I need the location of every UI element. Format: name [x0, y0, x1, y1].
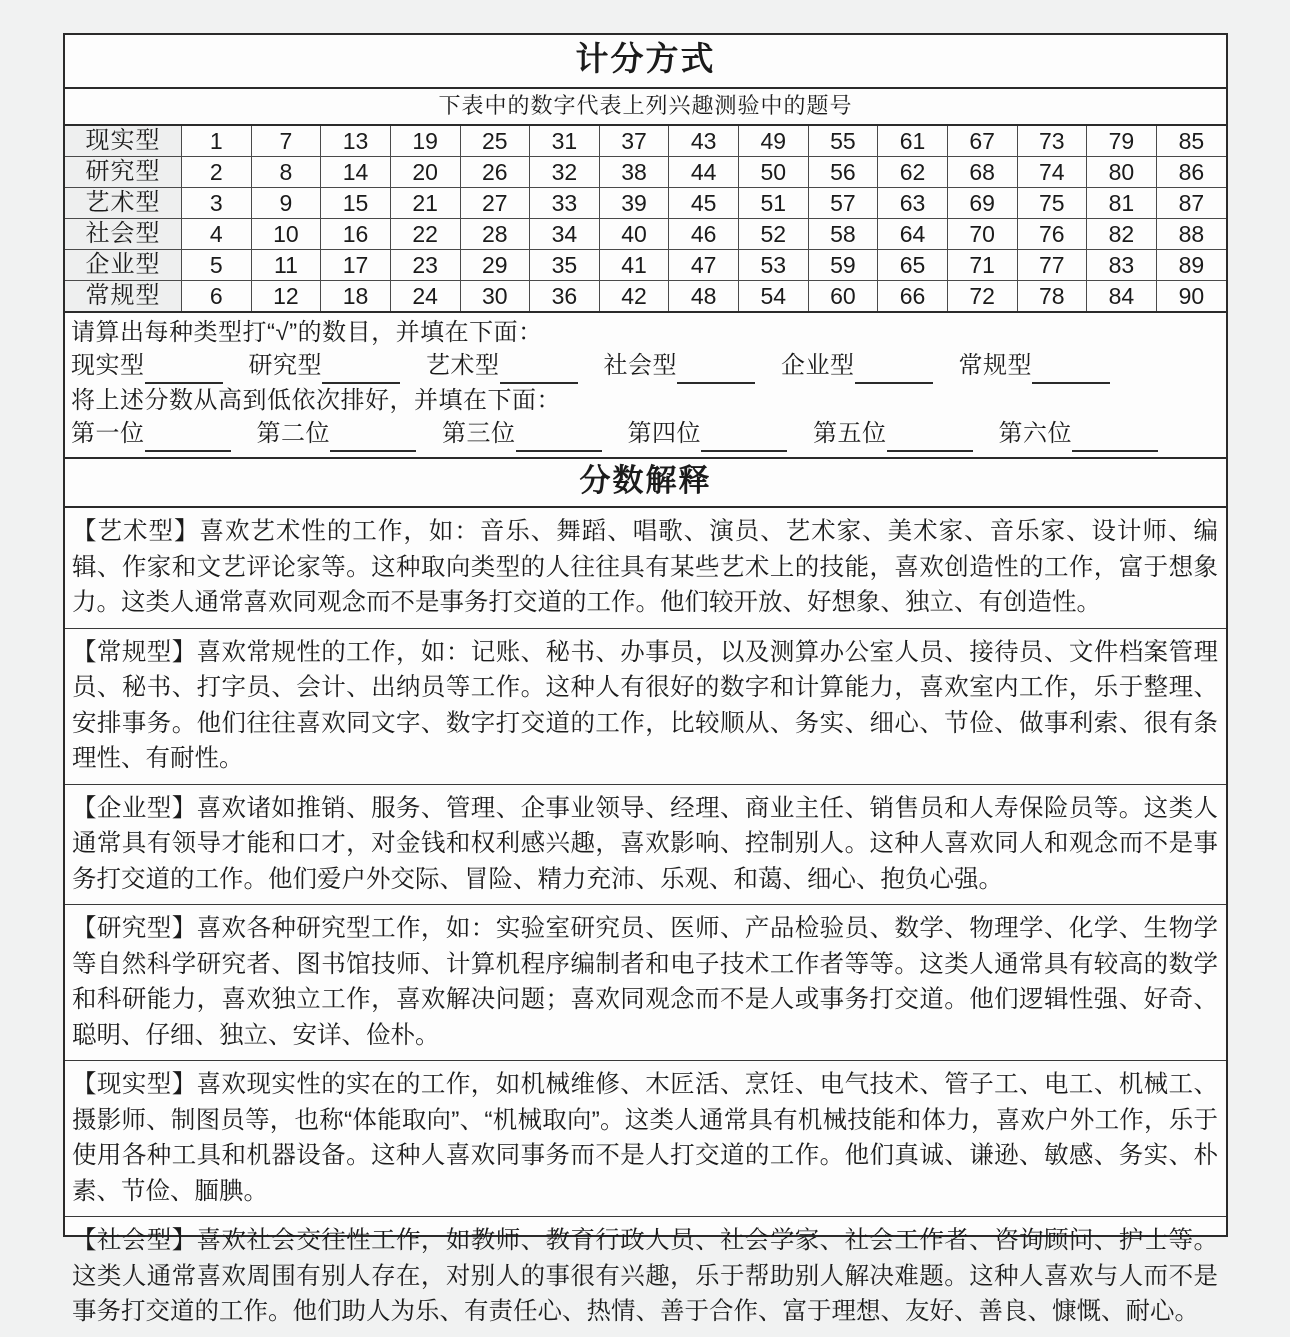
explanation-paragraph: [65, 629, 1226, 785]
rank-blank[interactable]: [330, 417, 416, 452]
matrix-cell: 35: [530, 250, 600, 281]
matrix-cell: 41: [599, 250, 669, 281]
explanation-paragraph: [65, 1061, 1226, 1217]
matrix-cell: 80: [1087, 157, 1157, 188]
matrix-cell: 21: [390, 188, 460, 219]
matrix-cell: 74: [1017, 157, 1087, 188]
rank-blank[interactable]: [701, 417, 787, 452]
question-number-matrix: [65, 126, 1226, 313]
type-score-blank[interactable]: [1032, 349, 1110, 384]
matrix-cell: 9: [251, 188, 321, 219]
type-score-blank[interactable]: [855, 349, 933, 384]
explanation-type-tag: 【社会型】: [72, 1227, 197, 1254]
matrix-row-label: 现实型: [65, 126, 182, 157]
matrix-cell: 17: [321, 250, 391, 281]
matrix-cell: 45: [669, 188, 739, 219]
matrix-cell: 38: [599, 157, 669, 188]
type-score-label: 社会型: [603, 352, 677, 379]
matrix-cell: 69: [947, 188, 1017, 219]
matrix-cell: 55: [808, 126, 878, 157]
page-title: 计分方式: [575, 40, 716, 77]
matrix-cell: 13: [321, 126, 391, 157]
matrix-row: [65, 281, 1226, 313]
explanation-heading: 分数解释: [65, 459, 1226, 508]
matrix-cell: 76: [1017, 219, 1087, 250]
matrix-cell: 39: [599, 188, 669, 219]
matrix-cell: 6: [182, 281, 252, 313]
matrix-cell: 34: [530, 219, 600, 250]
matrix-cell: 68: [947, 157, 1017, 188]
matrix-cell: 84: [1087, 281, 1157, 313]
matrix-cell: 47: [669, 250, 739, 281]
matrix-cell: 36: [530, 281, 600, 313]
matrix-cell: 66: [878, 281, 948, 313]
matrix-cell: 48: [669, 281, 739, 313]
matrix-cell: 85: [1156, 126, 1226, 157]
matrix-cell: 56: [808, 157, 878, 188]
matrix-cell: 14: [321, 157, 391, 188]
rank-blank[interactable]: [887, 417, 973, 452]
explanation-text: 喜欢诸如推销、服务、管理、企事业领导、经理、商业主任、销售员和人寿保险员等。这类人通常具有领导才能和口才，对金钱和权利感兴趣，喜欢影响、控制别人。这种人喜欢同人和观念而不是事务打交道的工作。他们爱户外交际、冒险、精力充沛、乐观、和蔼、细心、抱负心强。: [72, 794, 1219, 893]
matrix-cell: 27: [460, 188, 530, 219]
matrix-cell: 86: [1156, 157, 1226, 188]
matrix-cell: 32: [530, 157, 600, 188]
matrix-cell: 83: [1087, 250, 1157, 281]
type-score-label: 常规型: [958, 352, 1032, 379]
scoring-sheet: [63, 33, 1228, 1325]
matrix-row-label: 常规型: [65, 281, 182, 313]
title-row: [65, 35, 1226, 88]
header-table: [65, 35, 1226, 126]
matrix-cell: 3: [182, 188, 252, 219]
matrix-cell: 24: [390, 281, 460, 313]
explanation-paragraph: [65, 785, 1226, 906]
matrix-cell: 43: [669, 126, 739, 157]
matrix-cell: 10: [251, 219, 321, 250]
matrix-cell: 28: [460, 219, 530, 250]
matrix-cell: 59: [808, 250, 878, 281]
matrix-cell: 57: [808, 188, 878, 219]
subtitle-row: [65, 88, 1226, 125]
explanation-list: [65, 508, 1226, 1337]
explanation-text: 喜欢各种研究型工作，如：实验室研究员、医师、产品检验员、数学、物理学、化学、生物学等自然科学研究者、图书馆技师、计算机程序编制者和电子技术工作者等等。这类人通常具有较高的数学和科研能力，喜欢独立工作，喜欢解决问题；喜欢同观念而不是人或事务打交道。他们逻辑性强、好奇、聪明、仔细、独立、安详、俭朴。: [72, 915, 1219, 1049]
matrix-cell: 81: [1087, 188, 1157, 219]
explanation-text: 喜欢艺术性的工作，如：音乐、舞蹈、唱歌、演员、艺术家、美术家、音乐家、设计师、编辑、作家和文艺评论家等。这种取向类型的人往往具有某些艺术上的技能，喜欢创造性的工作，富于想象力。这类人通常喜欢同观念而不是事务打交道的工作。他们较开放、好想象、独立、有创造性。: [72, 518, 1219, 616]
matrix-cell: 15: [321, 188, 391, 219]
type-score-label: 艺术型: [426, 352, 500, 379]
matrix-cell: 90: [1156, 281, 1226, 313]
matrix-row: [65, 126, 1226, 157]
matrix-cell: 60: [808, 281, 878, 313]
matrix-row: [65, 188, 1226, 219]
rank-label: 第二位: [256, 420, 330, 447]
matrix-cell: 70: [947, 219, 1017, 250]
matrix-cell: 20: [390, 157, 460, 188]
matrix-cell: 33: [530, 188, 600, 219]
matrix-cell: 67: [947, 126, 1017, 157]
matrix-cell: 16: [321, 219, 391, 250]
matrix-row-label: 社会型: [65, 219, 182, 250]
matrix-row: [65, 219, 1226, 250]
matrix-cell: 29: [460, 250, 530, 281]
matrix-cell: 8: [251, 157, 321, 188]
matrix-cell: 5: [182, 250, 252, 281]
type-score-blank[interactable]: [145, 349, 223, 384]
matrix-row-label: 企业型: [65, 250, 182, 281]
matrix-cell: 62: [878, 157, 948, 188]
matrix-cell: 12: [251, 281, 321, 313]
matrix-cell: 77: [1017, 250, 1087, 281]
rank-blank[interactable]: [1072, 417, 1158, 452]
type-score-blanks-line: [71, 349, 1220, 384]
matrix-cell: 37: [599, 126, 669, 157]
matrix-cell: 82: [1087, 219, 1157, 250]
type-score-label: 研究型: [248, 352, 322, 379]
matrix-cell: 18: [321, 281, 391, 313]
matrix-cell: 1: [182, 126, 252, 157]
matrix-cell: 63: [878, 188, 948, 219]
matrix-cell: 4: [182, 219, 252, 250]
explanation-paragraph: [65, 1217, 1226, 1337]
matrix-row-label: 研究型: [65, 157, 182, 188]
matrix-cell: 26: [460, 157, 530, 188]
explanation-paragraph: [65, 905, 1226, 1061]
matrix-cell: 65: [878, 250, 948, 281]
subtitle-cell: 下表中的数字代表上列兴趣测验中的题号: [65, 88, 1226, 125]
instruction-rank-line: 将上述分数从高到低依次排好，并填在下面：: [71, 387, 561, 414]
fill-in-block: [65, 313, 1226, 459]
matrix-cell: 44: [669, 157, 739, 188]
matrix-cell: 22: [390, 219, 460, 250]
explanation-type-tag: 【研究型】: [72, 915, 197, 942]
matrix-cell: 64: [878, 219, 948, 250]
matrix-cell: 2: [182, 157, 252, 188]
matrix-cell: 42: [599, 281, 669, 313]
rank-label: 第一位: [71, 420, 145, 447]
matrix-cell: 49: [739, 126, 809, 157]
rank-label: 第五位: [813, 420, 887, 447]
matrix-cell: 75: [1017, 188, 1087, 219]
instruction-count-line: 请算出每种类型打“√”的数目，并填在下面：: [71, 319, 543, 346]
rank-label: 第三位: [442, 420, 516, 447]
matrix-cell: 46: [669, 219, 739, 250]
matrix-cell: 79: [1087, 126, 1157, 157]
matrix-cell: 25: [460, 126, 530, 157]
matrix-cell: 40: [599, 219, 669, 250]
matrix-cell: 71: [947, 250, 1017, 281]
matrix-cell: 54: [739, 281, 809, 313]
matrix-cell: 30: [460, 281, 530, 313]
type-score-blank[interactable]: [677, 349, 755, 384]
explanation-text: 喜欢社会交往性工作，如教师、教育行政人员、社会学家、社会工作者、咨询顾问、护士等。这类人通常喜欢周围有别人存在，对别人的事很有兴趣，乐于帮助别人解决难题。这种人喜欢与人而不是事务打交道的工作。他们助人为乐、有责任心、热情、善于合作、富于理想、友好、善良、慷慨、耐心。: [72, 1227, 1219, 1325]
explanation-paragraph: [65, 508, 1226, 629]
matrix-cell: 11: [251, 250, 321, 281]
rank-label: 第六位: [998, 420, 1072, 447]
title-cell: [65, 35, 1226, 88]
matrix-cell: 51: [739, 188, 809, 219]
type-score-label: 现实型: [71, 352, 145, 379]
explanation-type-tag: 【企业型】: [72, 794, 197, 822]
matrix-cell: 87: [1156, 188, 1226, 219]
rank-blank[interactable]: [145, 417, 231, 452]
type-score-blank[interactable]: [322, 349, 400, 384]
matrix-cell: 73: [1017, 126, 1087, 157]
matrix-cell: 53: [739, 250, 809, 281]
rank-blank[interactable]: [516, 417, 602, 452]
matrix-cell: 31: [530, 126, 600, 157]
matrix-cell: 72: [947, 281, 1017, 313]
rank-blanks-line: [71, 417, 1220, 452]
type-score-label: 企业型: [781, 352, 855, 379]
matrix-cell: 89: [1156, 250, 1226, 281]
matrix-row-label: 艺术型: [65, 188, 182, 219]
matrix-cell: 23: [390, 250, 460, 281]
matrix-cell: 7: [251, 126, 321, 157]
matrix-cell: 78: [1017, 281, 1087, 313]
matrix-cell: 88: [1156, 219, 1226, 250]
explanation-type-tag: 【常规型】: [72, 638, 197, 666]
matrix-cell: 19: [390, 126, 460, 157]
matrix-row: [65, 157, 1226, 188]
matrix-cell: 58: [808, 219, 878, 250]
matrix-cell: 61: [878, 126, 948, 157]
explanation-type-tag: 【艺术型】: [72, 518, 200, 545]
explanation-text: 喜欢常规性的工作，如：记账、秘书、办事员，以及测算办公室人员、接待员、文件档案管理员、秘书、打字员、会计、出纳员等工作。这种人有很好的数字和计算能力，喜欢室内工作，乐于整理、安排事务。他们往往喜欢同文字、数字打交道的工作，比较顺从、务实、细心、节俭、做事利索、很有条理性、有耐性。: [72, 638, 1219, 772]
matrix-cell: 50: [739, 157, 809, 188]
matrix-row: [65, 250, 1226, 281]
explanation-text: 喜欢现实性的实在的工作，如机械维修、木匠活、烹饪、电气技术、管子工、电工、机械工、摄影师、制图员等，也称“体能取向”、“机械取向”。这类人通常具有机械技能和体力，喜欢户外工作，乐于使用各种工具和机器设备。这种人喜欢同事务而不是人打交道的工作。他们真诚、谦逊、敏感、务实、朴素、节俭、腼腆。: [72, 1071, 1219, 1205]
explanation-type-tag: 【现实型】: [72, 1071, 197, 1098]
rank-label: 第四位: [627, 420, 701, 447]
type-score-blank[interactable]: [500, 349, 578, 384]
matrix-cell: 52: [739, 219, 809, 250]
